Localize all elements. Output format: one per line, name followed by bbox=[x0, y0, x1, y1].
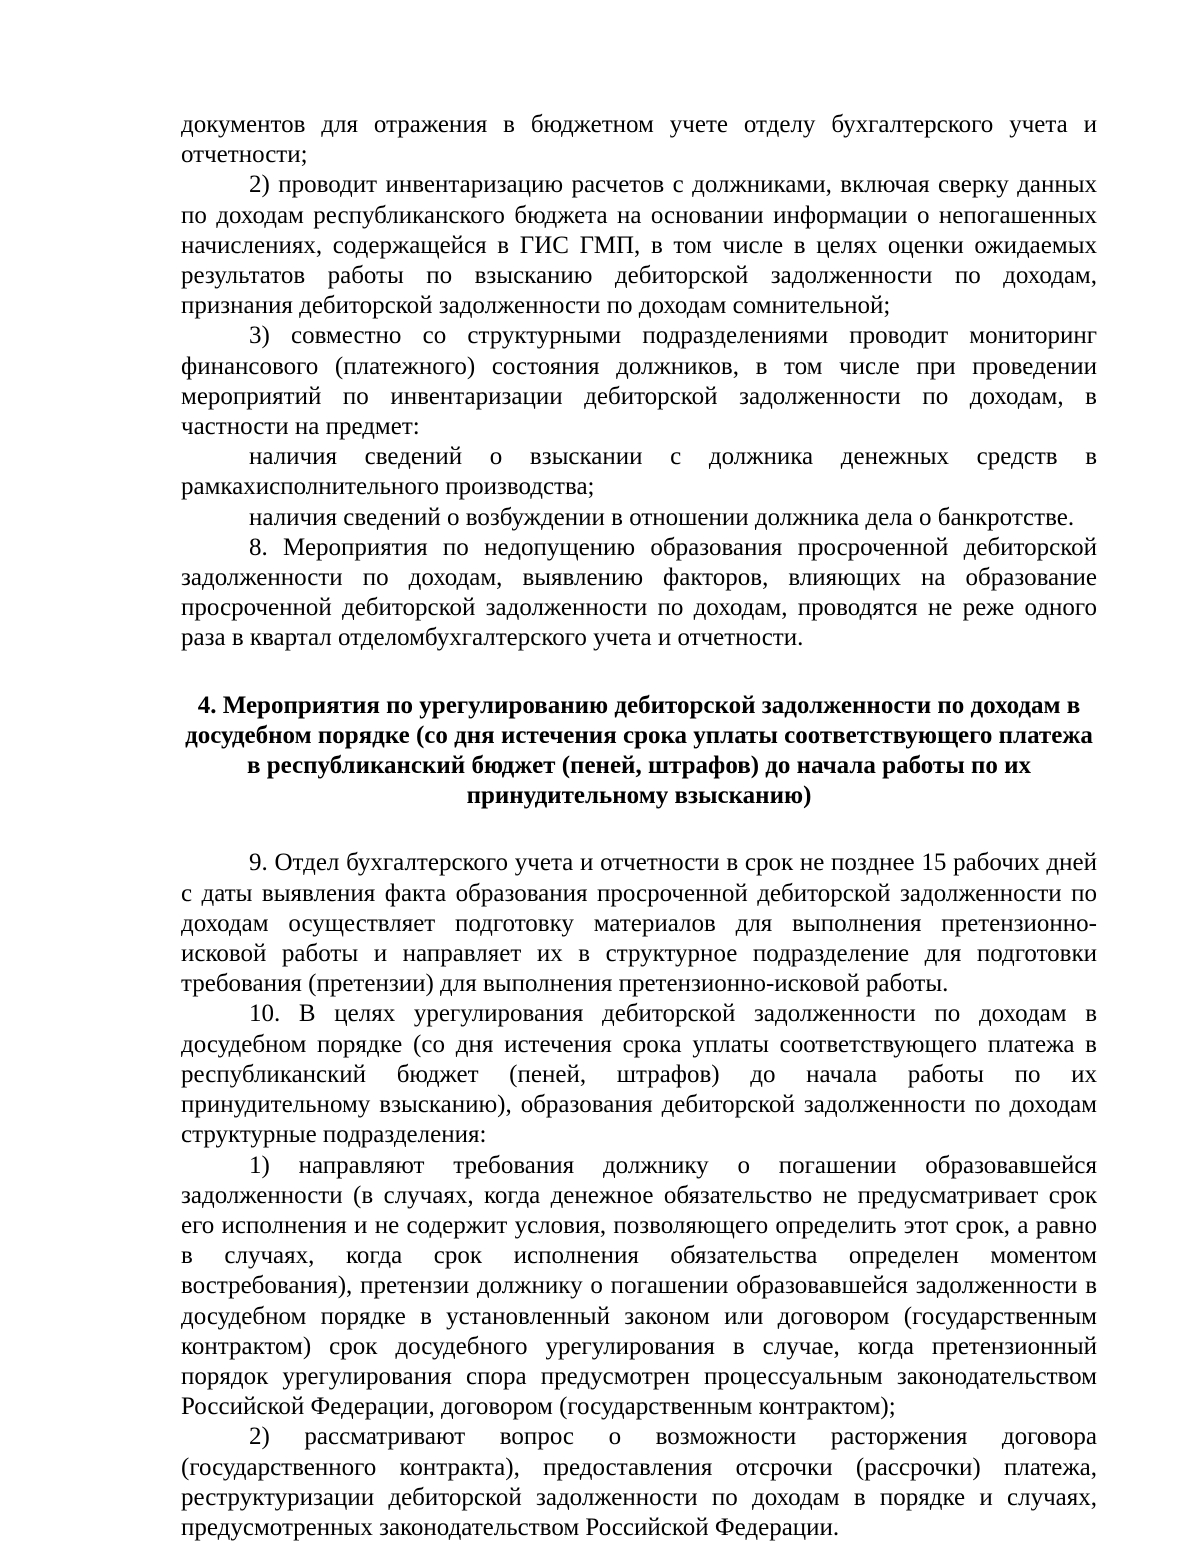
paragraph-item-3: 3) совместно со структурными подразделениями проводит мониторинг финансового (платежного) состояния должников, в том числе при проведении мероприятий по инвентаризации дебиторской задолженности по доходам, в частности на предмет: bbox=[181, 322, 1097, 441]
paragraph-item-2: 2) проводит инвентаризацию расчетов с должниками, включая сверку данных по доходам республиканского бюджета на основании информации о непогашенных начислениях, содержащейся в ГИС ГМП, в том числе в целях оценки ожидаемых результатов работы по взысканию дебиторской задолженности по доходам, признания дебиторской задолженности по доходам сомнительной; bbox=[181, 171, 1097, 320]
section-heading-4: 4. Мероприятия по урегулированию дебиторской задолженности по доходам в досудебном порядке (со дня истечения срока уплаты соответствующего платежа в республиканский бюджет (пеней, штрафов) до начала работы по их принудительному взысканию) bbox=[185, 691, 1093, 810]
document-page bbox=[181, 110, 1097, 1543]
paragraph-clause-8: 8. Мероприятия по недопущению образования просроченной дебиторской задолженности по доходам, выявлению факторов, влияющих на образование просроченной дебиторской задолженности по доходам, проводятся не реже одного раза в квартал отделомбухгалтерского учета и отчетности. bbox=[181, 533, 1097, 652]
paragraph-clause-10: 10. В целях урегулирования дебиторской задолженности по доходам в досудебном порядке (со дня истечения срока уплаты соответствующего платежа в республиканский бюджет (пеней, штрафов) до начала работы по их принудительному взысканию), образования дебиторской задолженности по доходам структурные подразделения: bbox=[181, 1000, 1097, 1149]
paragraph-continuation: документов для отражения в бюджетном учете отделу бухгалтерского учета и отчетности; bbox=[181, 111, 1097, 169]
paragraph-clause-10-item-2: 2) рассматривают вопрос о возможности расторжения договора (государственного контракта), предоставления отсрочки (рассрочки) платежа, реструктуризации дебиторской задолженности по доходам в порядке и случаях, предусмотренных законодательством Российской Федерации. bbox=[181, 1423, 1097, 1541]
paragraph-bullet-enforcement: наличия сведений о взыскании с должника денежных средств в рамкахисполнительного производства; bbox=[181, 443, 1097, 501]
paragraph-clause-10-item-1: 1) направляют требования должнику о погашении образовавшейся задолженности (в случаях, когда денежное обязательство не предусматривает срок его исполнения и не содержит условия, позволяющего определить этот срок, а равно в случаях, когда срок исполнения обязательства определен моментом востребования), претензии должнику о погашении образовавшейся задолженности в досудебном порядке в установленный законом или договором (государственным контрактом) срок досудебного урегулирования в случае, когда претензионный порядок урегулирования спора предусмотрен процессуальным законодательством Российской Федерации, договором (государственным контрактом); bbox=[181, 1151, 1097, 1421]
paragraph-bullet-bankruptcy: наличия сведений о возбуждении в отношении должника дела о банкротстве. bbox=[249, 503, 1075, 531]
paragraph-clause-9: 9. Отдел бухгалтерского учета и отчетности в срок не позднее 15 рабочих дней с даты выявления факта образования просроченной дебиторской задолженности по доходам осуществляет подготовку материалов для выполнения претензионно-исковой работы и направляет их в структурное подразделение для подготовки требования (претензии) для выполнения претензионно-исковой работы. bbox=[181, 849, 1097, 998]
